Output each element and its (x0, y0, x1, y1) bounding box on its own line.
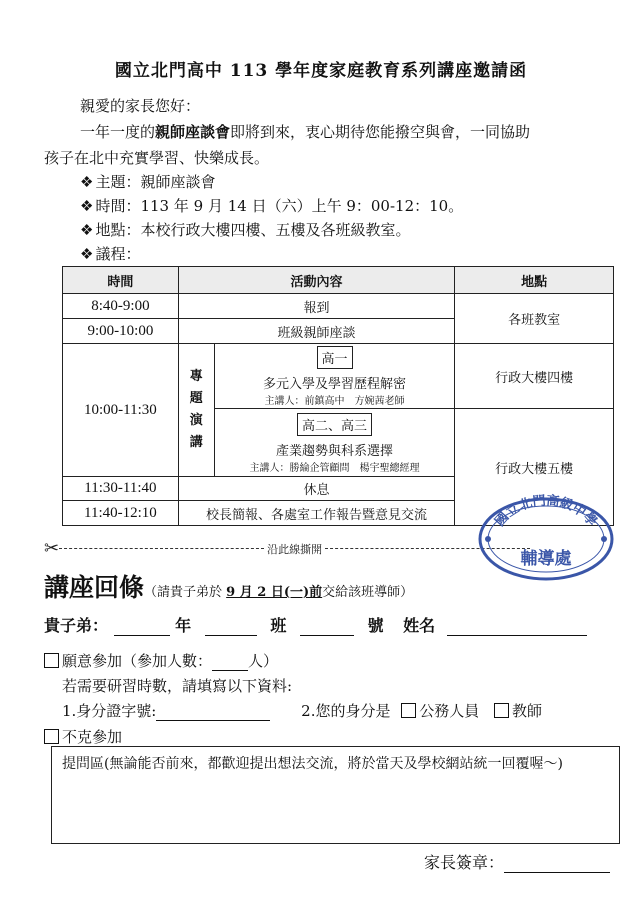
activity-cell: 班級親師座談 (178, 319, 454, 344)
grade-badge: 高二、高三 (297, 413, 372, 436)
name-field[interactable] (447, 635, 587, 636)
decline-label: 不克參加 (62, 728, 123, 746)
class-field[interactable] (205, 635, 257, 636)
decline-checkbox[interactable] (44, 729, 59, 744)
schedule-header-row (63, 267, 614, 294)
hours-note: 若需要研習時數，請填寫以下資料: (62, 677, 293, 695)
activity-cell: 報到 (178, 294, 454, 319)
bullet-icon: ❖ (80, 245, 94, 263)
table-row (63, 294, 614, 319)
header-time: 時間 (63, 267, 179, 294)
reply-title: 講座回條 (44, 573, 145, 602)
time-cell: 8:40-9:00 (63, 294, 179, 319)
session-char: 題 (189, 391, 203, 406)
detail-value: 113 年 9 月 14 日（六）上午 9：00-12：10。 (140, 197, 464, 215)
location-cell: 各班教室 (455, 294, 614, 344)
detail-value: 本校行政大樓四樓、五樓及各班級教室。 (140, 221, 411, 239)
session-char: 演 (189, 413, 203, 428)
detail-time (80, 195, 463, 216)
civil-servant-checkbox[interactable] (401, 703, 416, 718)
attend-label: 願意參加 (62, 652, 123, 670)
talk-topic: 多元入學及學習歷程解密 (263, 377, 407, 392)
table-row (63, 344, 614, 409)
school-stamp (476, 487, 616, 581)
time-cell: 9:00-10:00 (63, 319, 179, 344)
attend-checkbox[interactable] (44, 653, 59, 668)
name-label: 姓名 (403, 616, 436, 635)
location-cell: 行政大樓四樓 (455, 344, 614, 409)
teacher-label: 教師 (512, 702, 543, 720)
teacher-checkbox[interactable] (494, 703, 509, 718)
note-prefix: （請貴子弟於 (144, 585, 227, 600)
student-label: 貴子弟： (44, 616, 109, 635)
detail-value: 親師座談會 (140, 173, 216, 191)
grade-badge: 高一 (317, 346, 353, 369)
question-box[interactable] (51, 746, 620, 844)
reply-note (144, 585, 413, 600)
id-label: 1.身分證字號: (62, 702, 157, 720)
attend-count-suffix: 人） (248, 652, 279, 670)
time-cell: 11:40-12:10 (63, 501, 179, 526)
bullet-icon: ❖ (80, 197, 94, 215)
header-activity: 活動內容 (178, 267, 454, 294)
bullet-icon: ❖ (80, 173, 94, 191)
session-label (178, 344, 214, 477)
activity-cell: 休息 (178, 477, 454, 501)
intro-prefix: 一年一度的 (80, 123, 156, 141)
signature-field[interactable] (504, 872, 610, 873)
attend-row (44, 650, 278, 671)
talk-speaker: 主講人：前鎮高中 方婉茜老師 (264, 396, 405, 407)
note-date: 9 月 2 日(一)前 (226, 585, 323, 600)
detail-place (80, 219, 410, 240)
intro-line-1 (80, 121, 530, 142)
year-field[interactable] (114, 635, 170, 636)
attend-count-field[interactable] (212, 670, 248, 671)
scissors-icon: ✂ (44, 538, 60, 559)
decline-row (44, 726, 122, 747)
cut-line-text: 沿此線撕開 (267, 542, 323, 556)
note-suffix: 交給該班導師） (322, 585, 414, 600)
identity-label: 2.您的身分是 (301, 702, 391, 720)
session-char: 專 (189, 369, 203, 384)
stamp-top-text: 國立北門高級中學 (492, 493, 600, 530)
signature-label: 家長簽章： (424, 853, 505, 872)
student-info-row (44, 613, 587, 636)
bullet-icon: ❖ (80, 221, 94, 239)
id-field[interactable] (156, 720, 270, 721)
stamp-bottom-text: 輔導處 (520, 549, 572, 569)
year-label: 年 (175, 616, 192, 635)
detail-label: 地點： (95, 221, 141, 239)
header-location: 地點 (455, 267, 614, 294)
detail-label: 議程： (95, 245, 141, 263)
attend-count-prefix: （參加人數： (122, 652, 213, 670)
detail-topic (80, 171, 215, 192)
talk-speaker: 主講人：勝綸企管顧問 楊宇聖總經理 (249, 462, 420, 474)
activity-cell: 校長簡報、各處室工作報告暨意見交流 (178, 501, 454, 526)
reply-heading (44, 568, 413, 604)
session-char: 講 (189, 435, 203, 450)
greeting: 親愛的家長您好： (80, 97, 201, 115)
class-label: 班 (270, 616, 287, 635)
time-cell: 10:00-11:30 (63, 344, 179, 477)
page-title: 國立北門高中 113 學年度家庭教育系列講座邀請函 (114, 61, 528, 81)
detail-agenda (80, 243, 140, 264)
location-cell: 行政大樓五樓 (455, 409, 614, 526)
talk-2-cell (214, 409, 455, 477)
detail-label: 主題： (95, 173, 141, 191)
talk-topic: 產業趨勢與科系選擇 (276, 443, 394, 459)
intro-suffix: 即將到來，衷心期待您能撥空與會，一同協助 (230, 123, 531, 141)
intro-line-2: 孩子在北中充實學習、快樂成長。 (44, 149, 270, 167)
signature-row (424, 850, 610, 873)
number-field[interactable] (300, 635, 354, 636)
intro-highlight: 親師座談會 (155, 123, 231, 141)
talk-1-cell (214, 344, 455, 409)
question-box-label: 提問區(無論能否前來，都歡迎提出想法交流，將於當天及學校網站統一回覆喔～) (62, 756, 563, 772)
civil-servant-label: 公務人員 (419, 702, 480, 720)
time-cell: 11:30-11:40 (63, 477, 179, 501)
detail-label: 時間： (95, 197, 141, 215)
id-row (62, 700, 542, 721)
number-label: 號 (367, 616, 384, 635)
